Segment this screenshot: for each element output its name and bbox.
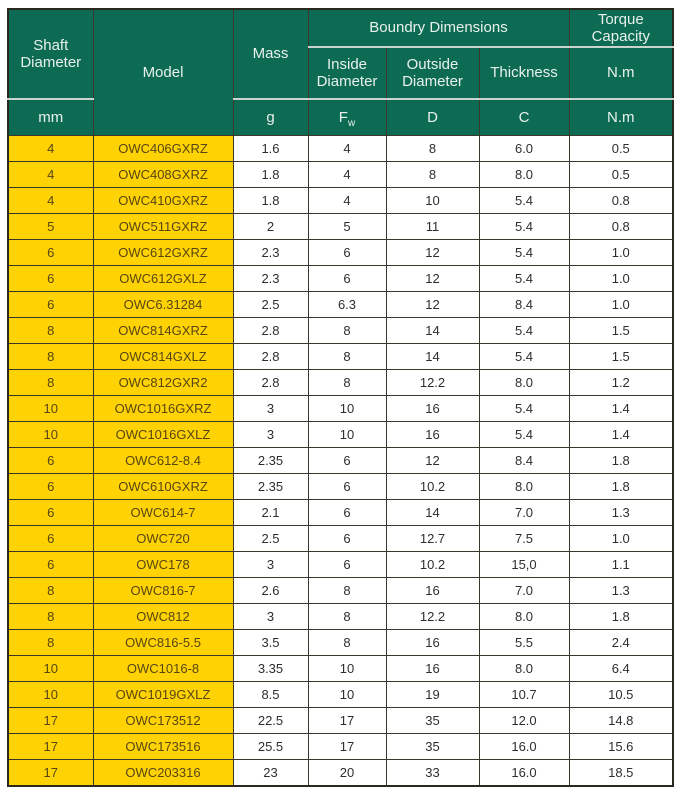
- mass-cell: 2.5: [233, 526, 308, 552]
- table-row: [8, 708, 673, 734]
- inside-cell: 6: [308, 240, 386, 266]
- outside-cell: 12.7: [386, 526, 479, 552]
- inside-cell: 8: [308, 370, 386, 396]
- torque-cell: 14.8: [569, 708, 673, 734]
- torque-cell: 1.4: [569, 422, 673, 448]
- thickness-cell: 5.4: [479, 344, 569, 370]
- outside-cell: 10: [386, 188, 479, 214]
- shaft-cell: 10: [8, 396, 93, 422]
- model-cell: OWC1016-8: [93, 656, 233, 682]
- outside-cell: 8: [386, 136, 479, 162]
- col-header-torque-unit: N.m: [569, 47, 673, 99]
- outside-cell: 12: [386, 240, 479, 266]
- table-row: [8, 162, 673, 188]
- torque-cell: 1.8: [569, 474, 673, 500]
- inside-cell: 10: [308, 422, 386, 448]
- inside-cell: 10: [308, 396, 386, 422]
- thickness-cell: 8.4: [479, 448, 569, 474]
- thickness-cell: 7.0: [479, 500, 569, 526]
- torque-cell: 1.8: [569, 604, 673, 630]
- spec-table-body: [8, 136, 673, 787]
- thickness-cell: 7.0: [479, 578, 569, 604]
- inside-cell: 10: [308, 656, 386, 682]
- table-row: [8, 552, 673, 578]
- mass-cell: 23: [233, 760, 308, 787]
- col-header-thickness: Thickness: [479, 47, 569, 99]
- outside-cell: 33: [386, 760, 479, 787]
- table-row: [8, 578, 673, 604]
- inside-cell: 17: [308, 734, 386, 760]
- inside-cell: 4: [308, 136, 386, 162]
- shaft-cell: 8: [8, 344, 93, 370]
- torque-cell: 1.0: [569, 266, 673, 292]
- shaft-cell: 8: [8, 604, 93, 630]
- thickness-cell: 5.4: [479, 214, 569, 240]
- model-cell: OWC203316: [93, 760, 233, 787]
- model-cell: OWC1016GXRZ: [93, 396, 233, 422]
- thickness-cell: 5.5: [479, 630, 569, 656]
- outside-cell: 19: [386, 682, 479, 708]
- spec-table-container: [7, 8, 673, 787]
- torque-cell: 1.3: [569, 578, 673, 604]
- outside-cell: 14: [386, 344, 479, 370]
- model-cell: OWC612GXRZ: [93, 240, 233, 266]
- mass-cell: 2.3: [233, 266, 308, 292]
- thickness-cell: 6.0: [479, 136, 569, 162]
- outside-cell: 16: [386, 630, 479, 656]
- torque-cell: 0.8: [569, 214, 673, 240]
- table-row: [8, 188, 673, 214]
- table-row: [8, 240, 673, 266]
- model-cell: OWC814GXRZ: [93, 318, 233, 344]
- model-cell: OWC812GXR2: [93, 370, 233, 396]
- torque-cell: 0.5: [569, 162, 673, 188]
- inside-cell: 8: [308, 604, 386, 630]
- outside-cell: 8: [386, 162, 479, 188]
- outside-cell: 14: [386, 500, 479, 526]
- mass-cell: 2.35: [233, 448, 308, 474]
- thickness-cell: 10.7: [479, 682, 569, 708]
- outside-cell: 11: [386, 214, 479, 240]
- mass-cell: 1.6: [233, 136, 308, 162]
- torque-cell: 6.4: [569, 656, 673, 682]
- inside-cell: 8: [308, 318, 386, 344]
- table-row: [8, 344, 673, 370]
- torque-cell: 1.0: [569, 240, 673, 266]
- model-cell: OWC410GXRZ: [93, 188, 233, 214]
- thickness-cell: 5.4: [479, 266, 569, 292]
- table-row: [8, 656, 673, 682]
- table-row: [8, 136, 673, 162]
- shaft-cell: 17: [8, 734, 93, 760]
- model-cell: OWC614-7: [93, 500, 233, 526]
- torque-cell: 0.8: [569, 188, 673, 214]
- table-row: [8, 760, 673, 787]
- shaft-cell: 4: [8, 162, 93, 188]
- inside-cell: 8: [308, 578, 386, 604]
- unit-inside-fw: [308, 99, 386, 136]
- inside-cell: 5: [308, 214, 386, 240]
- col-header-torque-capacity: Torque Capacity: [569, 9, 673, 47]
- model-cell: OWC173512: [93, 708, 233, 734]
- table-row: [8, 734, 673, 760]
- shaft-cell: 8: [8, 370, 93, 396]
- thickness-cell: 15,0: [479, 552, 569, 578]
- model-cell: OWC816-5.5: [93, 630, 233, 656]
- thickness-cell: 8.4: [479, 292, 569, 318]
- shaft-cell: 6: [8, 526, 93, 552]
- mass-cell: 25.5: [233, 734, 308, 760]
- table-row: [8, 604, 673, 630]
- shaft-cell: 6: [8, 266, 93, 292]
- col-header-model: Model: [93, 9, 233, 136]
- shaft-cell: 8: [8, 318, 93, 344]
- shaft-cell: 6: [8, 448, 93, 474]
- inside-cell: 6.3: [308, 292, 386, 318]
- col-header-boundry-dimensions: Boundry Dimensions: [308, 9, 569, 47]
- inside-cell: 20: [308, 760, 386, 787]
- table-row: [8, 292, 673, 318]
- thickness-cell: 16.0: [479, 760, 569, 787]
- model-cell: OWC511GXRZ: [93, 214, 233, 240]
- table-row: [8, 214, 673, 240]
- shaft-cell: 17: [8, 708, 93, 734]
- outside-cell: 12.2: [386, 604, 479, 630]
- header-row-1: [8, 9, 673, 47]
- mass-cell: 3: [233, 422, 308, 448]
- outside-cell: 12: [386, 448, 479, 474]
- mass-cell: 2.6: [233, 578, 308, 604]
- model-cell: OWC720: [93, 526, 233, 552]
- inside-cell: 6: [308, 526, 386, 552]
- inside-cell: 6: [308, 448, 386, 474]
- table-row: [8, 630, 673, 656]
- shaft-cell: 6: [8, 292, 93, 318]
- mass-cell: 22.5: [233, 708, 308, 734]
- thickness-cell: 12.0: [479, 708, 569, 734]
- outside-cell: 12: [386, 266, 479, 292]
- mass-cell: 2.8: [233, 344, 308, 370]
- table-row: [8, 370, 673, 396]
- thickness-cell: 5.4: [479, 422, 569, 448]
- table-row: [8, 682, 673, 708]
- outside-cell: 35: [386, 734, 479, 760]
- torque-cell: 1.1: [569, 552, 673, 578]
- inside-cell: 4: [308, 188, 386, 214]
- shaft-cell: 6: [8, 552, 93, 578]
- torque-cell: 1.5: [569, 318, 673, 344]
- torque-cell: 1.2: [569, 370, 673, 396]
- thickness-cell: 8.0: [479, 370, 569, 396]
- shaft-cell: 6: [8, 240, 93, 266]
- inside-cell: 10: [308, 682, 386, 708]
- mass-cell: 3: [233, 552, 308, 578]
- mass-cell: 1.8: [233, 162, 308, 188]
- inside-cell: 8: [308, 630, 386, 656]
- torque-cell: 18.5: [569, 760, 673, 787]
- model-cell: OWC408GXRZ: [93, 162, 233, 188]
- unit-mass-g: g: [233, 99, 308, 136]
- table-row: [8, 318, 673, 344]
- mass-cell: 3.35: [233, 656, 308, 682]
- table-row: [8, 500, 673, 526]
- unit-outside-d: D: [386, 99, 479, 136]
- model-cell: OWC816-7: [93, 578, 233, 604]
- inside-cell: 6: [308, 500, 386, 526]
- model-cell: OWC812: [93, 604, 233, 630]
- bearing-spec-table: [7, 8, 674, 787]
- table-row: [8, 396, 673, 422]
- thickness-cell: 8.0: [479, 474, 569, 500]
- shaft-cell: 10: [8, 682, 93, 708]
- table-row: [8, 422, 673, 448]
- model-cell: OWC1016GXLZ: [93, 422, 233, 448]
- thickness-cell: 5.4: [479, 188, 569, 214]
- outside-cell: 12: [386, 292, 479, 318]
- thickness-cell: 5.4: [479, 240, 569, 266]
- fw-symbol-subscript: w: [347, 117, 356, 129]
- mass-cell: 3: [233, 604, 308, 630]
- outside-cell: 10.2: [386, 552, 479, 578]
- shaft-cell: 4: [8, 136, 93, 162]
- table-row: [8, 526, 673, 552]
- mass-cell: 2.5: [233, 292, 308, 318]
- model-cell: OWC612-8.4: [93, 448, 233, 474]
- unit-shaft-mm: mm: [8, 99, 93, 136]
- mass-cell: 2.35: [233, 474, 308, 500]
- torque-cell: 1.8: [569, 448, 673, 474]
- shaft-cell: 17: [8, 760, 93, 787]
- outside-cell: 16: [386, 578, 479, 604]
- thickness-cell: 8.0: [479, 656, 569, 682]
- shaft-cell: 10: [8, 422, 93, 448]
- model-cell: OWC173516: [93, 734, 233, 760]
- outside-cell: 16: [386, 656, 479, 682]
- inside-cell: 8: [308, 344, 386, 370]
- mass-cell: 2: [233, 214, 308, 240]
- torque-cell: 10.5: [569, 682, 673, 708]
- shaft-cell: 6: [8, 500, 93, 526]
- shaft-cell: 8: [8, 630, 93, 656]
- mass-cell: 1.8: [233, 188, 308, 214]
- col-header-outside-diameter: Outside Diameter: [386, 47, 479, 99]
- shaft-cell: 6: [8, 474, 93, 500]
- table-row: [8, 448, 673, 474]
- col-header-shaft-diameter: Shaft Diameter: [8, 9, 93, 99]
- table-row: [8, 474, 673, 500]
- table-header: [8, 9, 673, 136]
- outside-cell: 35: [386, 708, 479, 734]
- mass-cell: 3.5: [233, 630, 308, 656]
- col-header-inside-diameter: Inside Diameter: [308, 47, 386, 99]
- outside-cell: 12.2: [386, 370, 479, 396]
- model-cell: OWC406GXRZ: [93, 136, 233, 162]
- mass-cell: 2.8: [233, 318, 308, 344]
- model-cell: OWC178: [93, 552, 233, 578]
- thickness-cell: 5.4: [479, 396, 569, 422]
- torque-cell: 1.0: [569, 292, 673, 318]
- inside-cell: 17: [308, 708, 386, 734]
- mass-cell: 2.3: [233, 240, 308, 266]
- shaft-cell: 8: [8, 578, 93, 604]
- mass-cell: 2.8: [233, 370, 308, 396]
- mass-cell: 3: [233, 396, 308, 422]
- outside-cell: 16: [386, 422, 479, 448]
- shaft-cell: 5: [8, 214, 93, 240]
- fw-symbol-base: F: [338, 108, 348, 126]
- mass-cell: 8.5: [233, 682, 308, 708]
- shaft-cell: 4: [8, 188, 93, 214]
- shaft-cell: 10: [8, 656, 93, 682]
- inside-cell: 4: [308, 162, 386, 188]
- inside-cell: 6: [308, 474, 386, 500]
- mass-cell: 2.1: [233, 500, 308, 526]
- torque-cell: 0.5: [569, 136, 673, 162]
- thickness-cell: 8.0: [479, 162, 569, 188]
- outside-cell: 10.2: [386, 474, 479, 500]
- torque-cell: 1.3: [569, 500, 673, 526]
- model-cell: OWC814GXLZ: [93, 344, 233, 370]
- unit-torque-nm: N.m: [569, 99, 673, 136]
- table-row: [8, 266, 673, 292]
- thickness-cell: 5.4: [479, 318, 569, 344]
- thickness-cell: 8.0: [479, 604, 569, 630]
- model-cell: OWC6.31284: [93, 292, 233, 318]
- model-cell: OWC610GXRZ: [93, 474, 233, 500]
- unit-thickness-c: C: [479, 99, 569, 136]
- torque-cell: 1.0: [569, 526, 673, 552]
- thickness-cell: 7.5: [479, 526, 569, 552]
- torque-cell: 1.4: [569, 396, 673, 422]
- col-header-mass: Mass: [233, 9, 308, 99]
- inside-cell: 6: [308, 552, 386, 578]
- outside-cell: 14: [386, 318, 479, 344]
- inside-cell: 6: [308, 266, 386, 292]
- torque-cell: 1.5: [569, 344, 673, 370]
- thickness-cell: 16.0: [479, 734, 569, 760]
- torque-cell: 15.6: [569, 734, 673, 760]
- model-cell: OWC612GXLZ: [93, 266, 233, 292]
- outside-cell: 16: [386, 396, 479, 422]
- torque-cell: 2.4: [569, 630, 673, 656]
- model-cell: OWC1019GXLZ: [93, 682, 233, 708]
